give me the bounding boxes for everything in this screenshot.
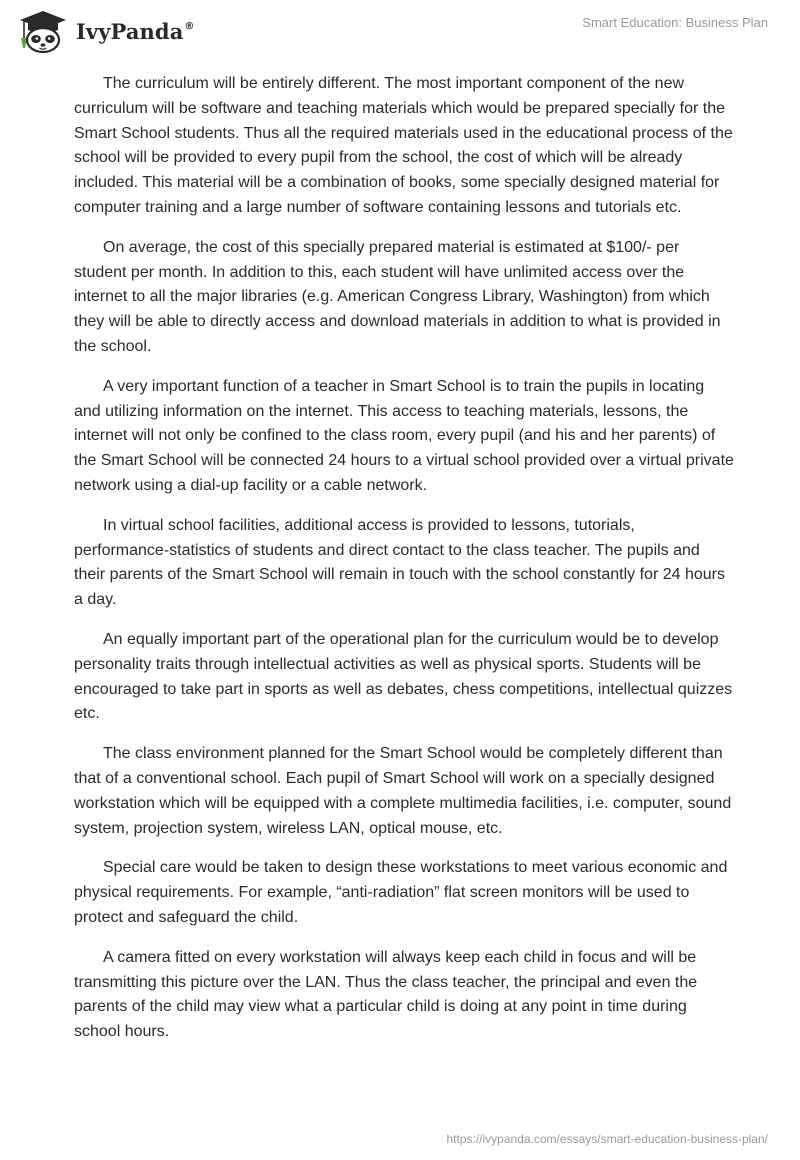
paragraph: In virtual school facilities, additional access is provided to lessons, tutorials, performance-statistics of students and direct contact to the class teacher. The pupils and their parents of the Smart School will remain in touch with the school constantly for 24 hours a day.	[74, 516, 725, 609]
page-header	[0, 0, 800, 60]
paragraph: A very important function of a teacher in Smart School is to train the pupils in locating and utilizing information on the internet. This access to teaching materials, lessons, the internet will not only be confined to the class room, every pupil (and his and her parents) of the Smart School will be connected 24 hours to a virtual school provided over a virtual private network using a dial-up facility or a cable network.	[74, 377, 734, 494]
paragraph: A camera fitted on every workstation will always keep each child in focus and will be transmitting this picture over the LAN. Thus the class teacher, the principal and even the parents of the child may view what a particular child is doing at any point in time during school hours.	[74, 948, 698, 1041]
source-url[interactable]: https://ivypanda.com/essays/smart-education-business-plan/	[446, 1132, 768, 1146]
panda-graduate-icon	[14, 8, 72, 54]
essay-body	[74, 72, 734, 1060]
paragraph: The class environment planned for the Smart School would be completely different than that of a conventional school. Each pupil of Smart School will work on a specially designed workstation which will be equipped with a complete multimedia facilities, i.e. computer, sound system, projection system, wireless LAN, optical mouse, etc.	[74, 745, 732, 837]
paragraph: The curriculum will be entirely different. The most important component of the new curriculum will be software and teaching materials which would be prepared specially for the Smart School students. Thus all the required materials used in the educational process of the school will be provided to every pupil from the school, the cost of which will be already included. This material will be a combination of books, some specially designed material for computer training and a large number of software containing lessons and tutorials etc.	[74, 75, 733, 216]
paragraph: Special care would be taken to design these workstations to meet various economic and physical requirements. For example, “anti-radiation” flat screen monitors will be used to protect and safeguard the child.	[74, 859, 728, 926]
brand-logo[interactable]	[14, 8, 195, 54]
paragraph: An equally important part of the operational plan for the curriculum would be to develop personality traits through intellectual activities as well as physical sports. Students will be encouraged to take part in sports as well as debates, chess competitions, intellectual quizzes etc.	[74, 630, 733, 723]
document-title: Smart Education: Business Plan	[582, 15, 768, 30]
brand-name: IvyPanda®	[76, 18, 195, 44]
paragraph: On average, the cost of this specially prepared material is estimated at $100/- per student per month. In addition to this, each student will have unlimited access over the internet to all the major libraries (e.g. American Congress Library, Washington) from which they will be able to directly access and download materials in addition to what is provided in the school.	[74, 238, 721, 355]
